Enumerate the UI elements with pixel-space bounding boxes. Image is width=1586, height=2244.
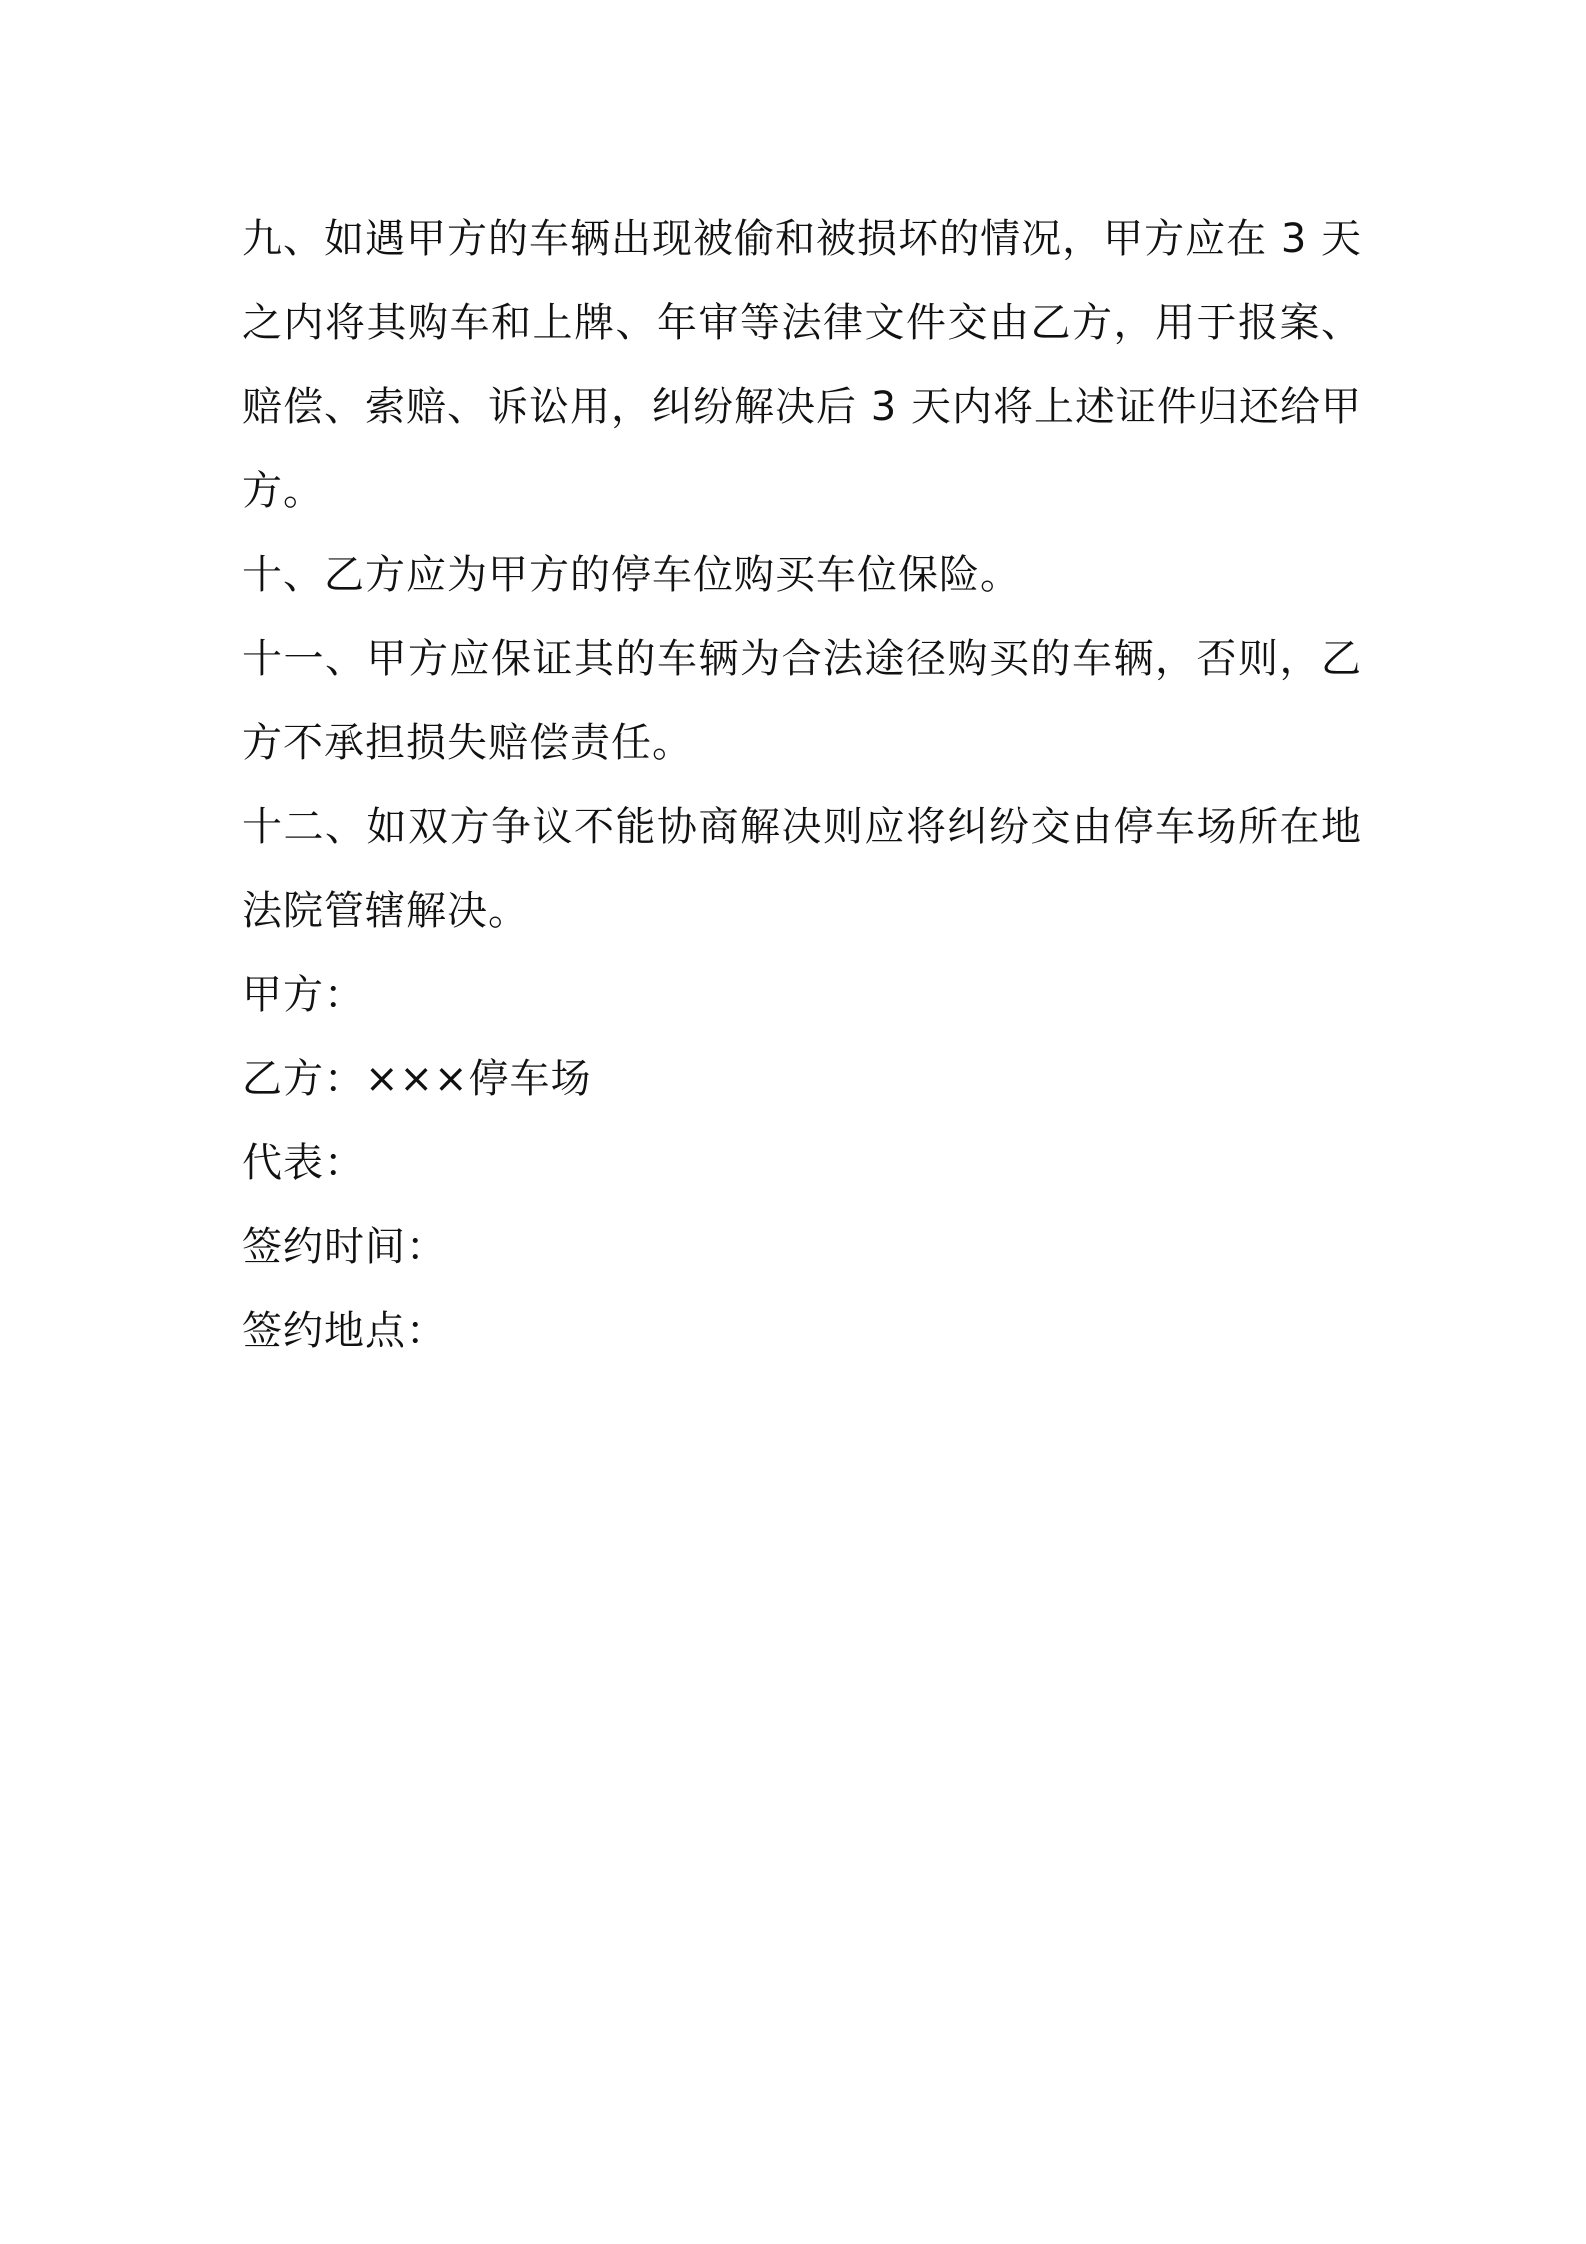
clause-9: 九、如遇甲方的车辆出现被偷和被损坏的情况，甲方应在 3 天之内将其购车和上牌、年审等法律文件交由乙方，用于报案、赔偿、索赔、诉讼用，纠纷解决后 3 天内将上述证件归还给甲方。 <box>242 216 1362 514</box>
clause-11: 十一、甲方应保证其的车辆为合法途径购买的车辆，否则，乙方不承担损失赔偿责任。 <box>242 636 1362 766</box>
sign-time-line: 签约时间： <box>242 1224 447 1270</box>
sign-place-line: 签约地点： <box>242 1308 447 1354</box>
representative-line: 代表： <box>242 1140 365 1186</box>
document-body <box>242 197 1362 1373</box>
clause-10: 十、乙方应为甲方的停车位购买车位保险。 <box>242 552 1021 598</box>
party-b-line: 乙方：×××停车场 <box>242 1056 592 1102</box>
clause-12: 十二、如双方争议不能协商解决则应将纠纷交由停车场所在地法院管辖解决。 <box>242 804 1362 934</box>
party-a-line: 甲方： <box>242 972 365 1018</box>
